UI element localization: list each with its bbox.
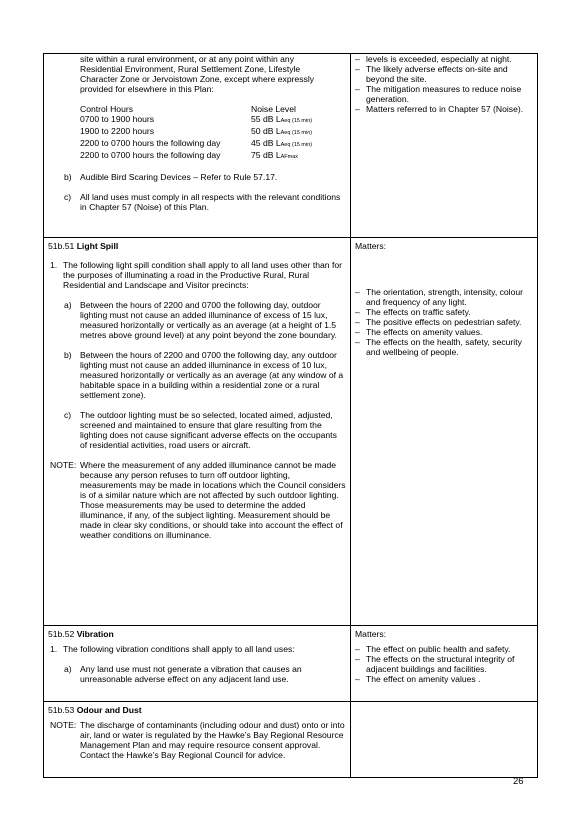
light-spill-note: NOTE: Where the measurement of any added illuminance cannot be made because any person refuses to turn off outdoor lighting, measurements may be made in locations which the Council considers is of a similar nature which are not affected by such outdoor lighting. Those measurements may be used to determine the added illuminance, if any, of the subject lighting. Measurement should be made in clear sky conditions, or should take into account the effect of weather conditions on illuminance. bbox=[50, 460, 346, 540]
section-title: Light Spill bbox=[76, 241, 119, 251]
noise-item-b: b) Audible Bird Scaring Devices – Refer to Rule 57.17. bbox=[64, 172, 278, 182]
section-title: Vibration bbox=[76, 629, 114, 639]
matter-item: – levels is exceeded, especially at night. bbox=[355, 54, 534, 64]
hours-header bbox=[80, 104, 346, 114]
light-spill-matters-list bbox=[351, 287, 537, 357]
continuation-line: site within a rural environment, or at any point within any bbox=[80, 54, 294, 64]
hours-time: 0700 to 1900 hours bbox=[80, 114, 155, 124]
light-spill-item-b: b) Between the hours of 2200 and 0700 the following day, any outdoor lighting must not cause an added illuminance in excess of 10 lux, measured horizontally or vertically as an average (at any window of a habitable space in a building within a residential zone or a rural settlement zone). bbox=[64, 350, 344, 400]
noise-rule-cell bbox=[44, 54, 351, 238]
matter-item: – The effect on public health and safety. bbox=[355, 644, 534, 654]
rules-table bbox=[43, 53, 538, 778]
vibration-row bbox=[44, 626, 538, 702]
matters-heading: Matters: bbox=[355, 241, 387, 251]
matter-item: – The positive effects on pedestrian safety. bbox=[355, 317, 534, 327]
noise-matters-cell bbox=[351, 54, 538, 238]
hours-row bbox=[80, 150, 346, 162]
hours-time: 1900 to 2200 hours bbox=[80, 126, 155, 136]
hours-row bbox=[80, 114, 346, 126]
vibration-item-a: a) Any land use must not generate a vibration that causes an unreasonable adverse effect on any adjacent land use. bbox=[64, 664, 302, 684]
section-number: 51b.53 bbox=[48, 705, 75, 715]
continuation-line: Character Zone or Jervoistown Zone, except where expressly bbox=[80, 74, 315, 84]
hours-level: 75 dB LAFmax bbox=[251, 150, 299, 160]
light-spill-item-c: c) The outdoor lighting must be so selected, located aimed, adjusted, screened and maintained to ensure that glare resulting from the lighting does not cause significant adverse effects on the occupants of residential activities, road users or aircraft. bbox=[64, 410, 337, 450]
continuation-line: Residential Environment, Rural Settlement Zone, Lifestyle bbox=[80, 64, 301, 74]
light-spill-matters-cell bbox=[351, 238, 538, 626]
hours-time: 2200 to 0700 hours the following day bbox=[80, 138, 221, 148]
section-title: Odour and Dust bbox=[76, 705, 142, 715]
light-spill-intro: 1. The following light spill condition shall apply to all land uses other than for the purposes of illuminating a road in the Productive Rural, Rural Residential and Landscape and Visitor precincts: bbox=[50, 260, 342, 290]
hours-level: 55 dB LAeq (15 min) bbox=[251, 114, 313, 124]
matter-item: – The effects on the structural integrity of adjacent buildings and facilities. bbox=[355, 654, 534, 674]
noise-item-c: c) All land uses must comply in all respects with the relevant conditions in Chapter 57 (Noise) of this Plan. bbox=[64, 192, 341, 212]
odour-heading bbox=[44, 702, 350, 718]
matter-item: – The effects on amenity values. bbox=[355, 327, 534, 337]
odour-matters-cell bbox=[351, 702, 538, 778]
matters-heading: Matters: bbox=[355, 629, 387, 639]
vibration-heading bbox=[44, 626, 350, 642]
noise-level-heading: Noise Level bbox=[251, 104, 296, 114]
light-spill-heading bbox=[44, 238, 350, 254]
hours-row bbox=[80, 138, 346, 150]
page-number: 26 bbox=[513, 776, 524, 787]
vibration-cell bbox=[44, 626, 351, 702]
hours-level: 45 dB LAeq (15 min) bbox=[251, 138, 313, 148]
matter-item: – Matters referred to in Chapter 57 (Noise). bbox=[355, 104, 534, 114]
matter-item: – The mitigation measures to reduce noise generation. bbox=[355, 84, 534, 104]
control-hours-heading: Control Hours bbox=[80, 104, 134, 114]
matter-item: – The effect on amenity values . bbox=[355, 674, 534, 684]
odour-note: NOTE: The discharge of contaminants (including odour and dust) onto or into air, land or water is regulated by the Hawke’s Bay Regional Resource Management Plan and may require resource consent approval. Contact the Hawke’s Bay Regional Council for advice. bbox=[50, 720, 345, 760]
light-spill-item-a: a) Between the hours of 2200 and 0700 the following day, outdoor lighting must not cause an added illuminance of excess of 15 lux, measured horizontally or vertically as an average (at a height of 1.5 metres above ground level) at any point beyond the zone boundary. bbox=[64, 300, 337, 340]
matter-item: – The effects on the health, safety, security and wellbeing of people. bbox=[355, 337, 534, 357]
odour-row bbox=[44, 702, 538, 778]
odour-cell bbox=[44, 702, 351, 778]
section-number: 51b.51 bbox=[48, 241, 75, 251]
noise-continuation-row bbox=[44, 54, 538, 238]
section-number: 51b.52 bbox=[48, 629, 75, 639]
vibration-matters-cell bbox=[351, 626, 538, 702]
matter-item: – The effects on traffic safety. bbox=[355, 307, 534, 317]
hours-level: 50 dB LAeq (15 min) bbox=[251, 126, 313, 136]
hours-row bbox=[80, 126, 346, 138]
noise-continuation-text bbox=[44, 54, 350, 94]
continuation-line: provided for elsewhere in this Plan: bbox=[80, 84, 214, 94]
vibration-matters-list bbox=[351, 644, 537, 684]
light-spill-row bbox=[44, 238, 538, 626]
light-spill-cell bbox=[44, 238, 351, 626]
noise-matters-list bbox=[351, 54, 537, 114]
matter-item: – The orientation, strength, intensity, colour and frequency of any light. bbox=[355, 287, 534, 307]
noise-hours-table bbox=[44, 104, 350, 162]
matter-item: – The likely adverse effects on-site and beyond the site. bbox=[355, 64, 534, 84]
hours-time: 2200 to 0700 hours the following day bbox=[80, 150, 221, 160]
vibration-intro: 1. The following vibration conditions shall apply to all land uses: bbox=[50, 644, 295, 654]
